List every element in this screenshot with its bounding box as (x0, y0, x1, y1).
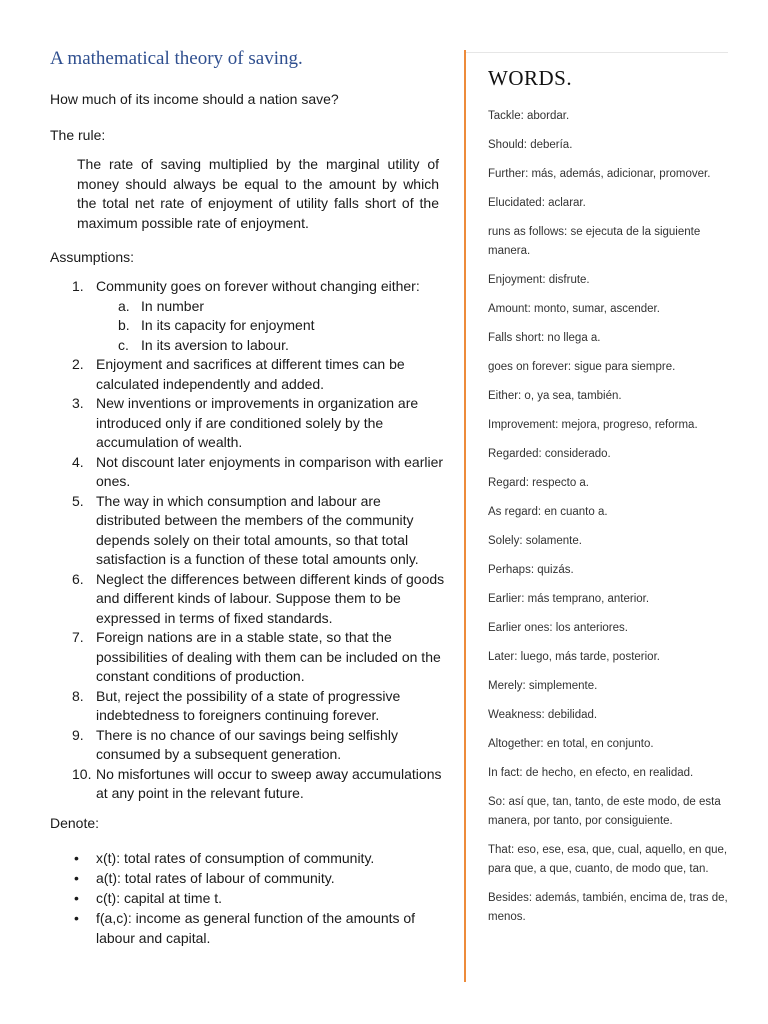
list-item-text: No misfortunes will occur to sweep away accumulations at any point in the relevant future. (96, 765, 442, 801)
vocab-entry: Besides: además, también, encima de, tras de, menos. (488, 892, 728, 923)
list-item (50, 570, 445, 629)
sub-list (96, 297, 445, 356)
document-title: A mathematical theory of saving. (50, 48, 303, 69)
list-item-text: Enjoyment and sacrifices at different times can be calculated independently and added. (96, 356, 405, 392)
bullet-item-text: x(t): total rates of consumption of community. (96, 849, 375, 866)
vocab-entry: Improvement: mejora, progreso, reforma. (488, 419, 698, 431)
list-number: 9. (72, 726, 84, 743)
vocabulary-sidebar (488, 66, 728, 937)
assumptions-label: Assumptions: (50, 249, 135, 265)
rule-text: The rate of saving multiplied by the marginal utility of money should always be equal to the amount by which the total net rate of enjoyment of utility falls short of the maximum possible rate of enjoyment. (77, 156, 439, 231)
sub-item-text: In its capacity for enjoyment (141, 317, 315, 333)
vocab-entry: Either: o, ya sea, también. (488, 390, 622, 402)
vocab-entry: Regarded: considerado. (488, 448, 611, 460)
vocab-entry: Further: más, además, adicionar, promover. (488, 168, 711, 180)
sub-letter: b. (118, 317, 130, 333)
bullet-icon: • (74, 889, 79, 906)
list-item-text: Foreign nations are in a stable state, so that the possibilities of dealing with them can be included on the constant conditions of production. (96, 629, 441, 684)
list-item-text: Neglect the differences between different kinds of goods and different kinds of labour. Suppose them to be expressed in terms of fixed standards. (96, 570, 445, 626)
vocab-entry: In fact: de hecho, en efecto, en realidad. (488, 767, 694, 779)
list-item-text: New inventions or improvements in organization are introduced only if are conditioned solely by the accumulation of wealth. (96, 395, 419, 450)
bullet-icon: • (74, 849, 79, 866)
bullet-item-text: f(a,c): income as general function of the amounts of labour and capital. (96, 909, 416, 946)
vocab-entry: Should: debería. (488, 139, 573, 151)
vocab-entry: Altogether: en total, en conjunto. (488, 738, 654, 750)
list-item (50, 726, 445, 765)
vocab-entry: Regard: respecto a. (488, 477, 590, 489)
list-item (50, 355, 445, 394)
sub-item-text: In number (141, 297, 205, 314)
sub-item-text: In its aversion to labour. (141, 336, 289, 353)
denote-label: Denote: (50, 814, 100, 831)
vocab-entry: Tackle: abordar. (488, 110, 570, 122)
assumptions-list (50, 277, 445, 804)
bullet-item (50, 868, 445, 888)
bullet-item (50, 888, 445, 908)
list-item (50, 394, 445, 453)
list-number: 8. (72, 687, 84, 704)
bullet-item-text: a(t): total rates of labour of community. (96, 869, 335, 886)
list-number: 5. (72, 492, 84, 509)
list-item-text: Community goes on forever without changing either: (96, 278, 420, 294)
vocab-entry: Merely: simplemente. (488, 680, 598, 692)
vocab-entry: Elucidated: aclarar. (488, 197, 586, 209)
sub-list-item (96, 297, 445, 317)
sub-letter: c. (118, 336, 129, 353)
vocab-entry: runs as follows: se ejecuta de la siguiente manera. (488, 226, 701, 257)
bullet-item (50, 848, 445, 868)
question-text: How much of its income should a nation save? (50, 91, 339, 107)
vocab-entry: goes on forever: sigue para siempre. (488, 361, 676, 373)
list-item (50, 277, 445, 355)
vocab-entry: That: eso, ese, esa, que, cual, aquello, en que, para que, a que, cuanto, de modo que, tan. (488, 844, 728, 875)
bullet-item-text: c(t): capital at time t. (96, 889, 223, 906)
vocab-entry: Weakness: debilidad. (488, 709, 598, 721)
vocab-entry: Enjoyment: disfrute. (488, 274, 590, 286)
vocab-entry: Earlier: más temprano, anterior. (488, 593, 650, 605)
list-number: 10. (72, 765, 92, 782)
rule-label: The rule: (50, 127, 106, 143)
list-item-text: Not discount later enjoyments in comparison with earlier ones. (96, 453, 444, 489)
bullet-item (50, 908, 445, 948)
list-item (50, 687, 445, 726)
vocab-entry: So: así que, tan, tanto, de este modo, de esta manera, por tanto, por consiguiente. (488, 796, 721, 827)
sidebar-top-border (466, 52, 728, 53)
list-number: 3. (72, 395, 84, 411)
list-item-text: There is no chance of our savings being selfishly consumed by a subsequent generation. (96, 726, 398, 762)
list-item-text: But, reject the possibility of a state of progressive indebtedness to foreigners continuing forever. (96, 687, 401, 723)
vocab-entry: Falls short: no llega a. (488, 332, 601, 344)
sidebar-divider (464, 50, 466, 982)
vocab-entry: Amount: monto, sumar, ascender. (488, 303, 660, 315)
list-item (50, 492, 445, 570)
denote-list (50, 848, 445, 948)
list-item (50, 628, 445, 687)
list-number: 4. (72, 453, 84, 470)
list-item (50, 765, 445, 804)
sub-list-item (96, 316, 445, 336)
vocab-entry: As regard: en cuanto a. (488, 506, 608, 518)
main-column (50, 48, 445, 948)
vocab-entry: Solely: solamente. (488, 535, 582, 547)
list-number: 2. (72, 356, 84, 372)
sub-list-item (96, 336, 445, 356)
bullet-icon: • (74, 909, 79, 926)
bullet-icon: • (74, 869, 79, 886)
list-number: 7. (72, 629, 84, 645)
vocab-entry: Later: luego, más tarde, posterior. (488, 651, 660, 663)
list-number: 6. (72, 570, 84, 587)
sidebar-title: WORDS. (488, 66, 573, 90)
list-item (50, 453, 445, 492)
vocab-entry: Perhaps: quizás. (488, 564, 574, 576)
list-number: 1. (72, 278, 84, 294)
vocab-entry: Earlier ones: los anteriores. (488, 622, 628, 634)
sub-letter: a. (118, 297, 130, 314)
list-item-text: The way in which consumption and labour are distributed between the members of the community depends solely on their total amounts, so that total satisfaction is a function of these total amounts only. (96, 492, 419, 567)
